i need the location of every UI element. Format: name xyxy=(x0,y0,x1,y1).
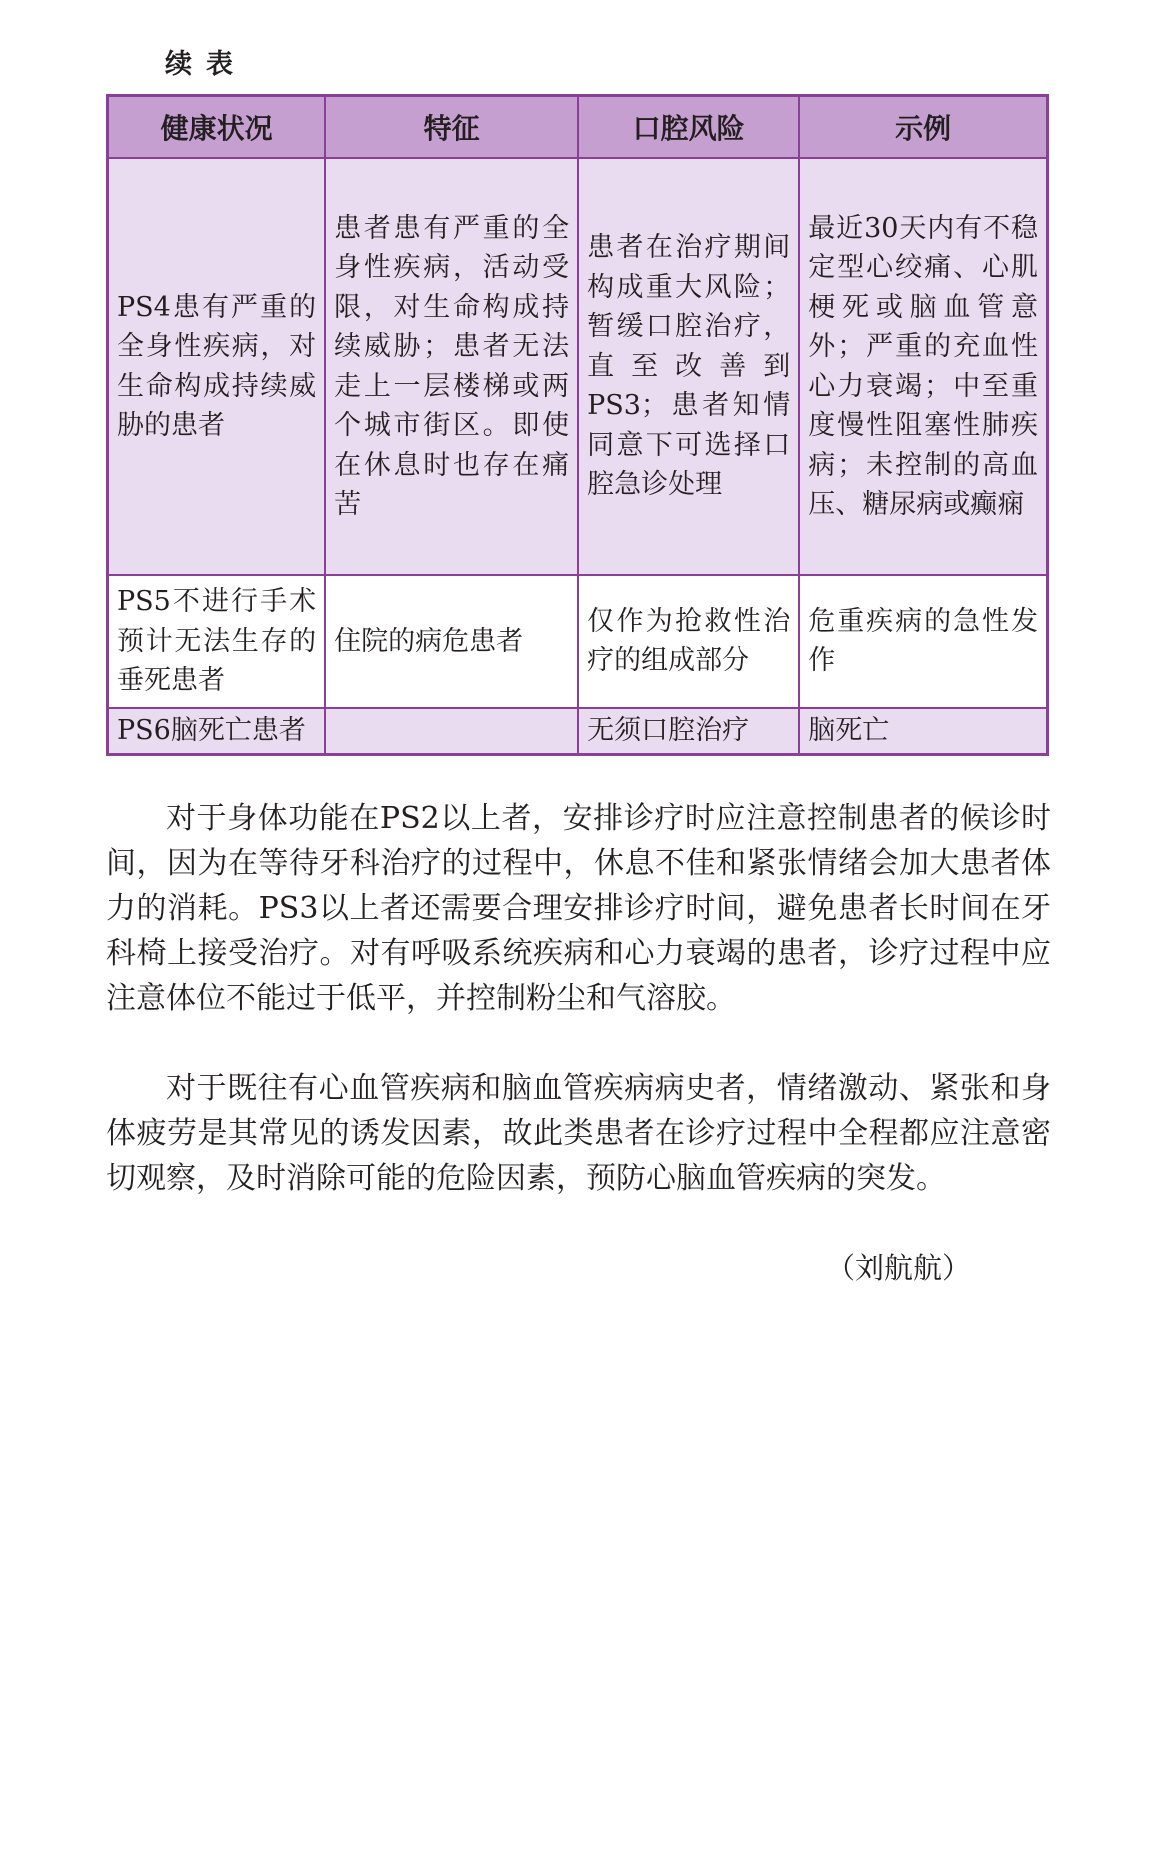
header-feature: 特征 xyxy=(325,96,578,159)
cell-feature xyxy=(325,708,578,755)
cell-risk: 患者在治疗期间构成重大风险；暂缓口腔治疗，直至改善到PS3；患者知情同意下可选择口腔急诊处理 xyxy=(578,158,799,575)
cell-status: PS5不进行手术预计无法生存的垂死患者 xyxy=(108,575,326,708)
header-oral-risk: 口腔风险 xyxy=(578,96,799,159)
author-credit: （刘航航） xyxy=(826,1251,972,1285)
table-row xyxy=(108,708,1048,755)
physical-status-table xyxy=(106,94,1049,756)
header-health-status: 健康状况 xyxy=(108,96,326,159)
cell-example: 脑死亡 xyxy=(799,708,1047,755)
cell-feature: 住院的病危患者 xyxy=(325,575,578,708)
table-header-row xyxy=(108,96,1048,159)
body-paragraph: 对于既往有心血管疾病和脑血管疾病病史者，情绪激动、紧张和身体疲劳是其常见的诱发因素，故此类患者在诊疗过程中全程都应注意密切观察，及时消除可能的危险因素，预防心脑血管疾病的突发。 xyxy=(106,1071,1051,1196)
cell-example: 危重疾病的急性发作 xyxy=(799,575,1047,708)
cell-feature: 患者患有严重的全身性疾病，活动受限，对生命构成持续威胁；患者无法走上一层楼梯或两个城市街区。即使在休息时也存在痛苦 xyxy=(325,158,578,575)
cell-example: 最近30天内有不稳定型心绞痛、心肌梗死或脑血管意外；严重的充血性心力衰竭；中至重度慢性阻塞性肺疾病；未控制的高血压、糖尿病或癫痫 xyxy=(799,158,1047,575)
header-example: 示例 xyxy=(799,96,1047,159)
table-row xyxy=(108,158,1048,575)
table-continued-label: 续表 xyxy=(165,49,247,80)
cell-risk: 无须口腔治疗 xyxy=(578,708,799,755)
table-row xyxy=(108,575,1048,708)
cell-status: PS4患有严重的全身性疾病，对生命构成持续威胁的患者 xyxy=(108,158,326,575)
cell-risk: 仅作为抢救性治疗的组成部分 xyxy=(578,575,799,708)
cell-status: PS6脑死亡患者 xyxy=(108,708,326,755)
body-paragraph: 对于身体功能在PS2以上者，安排诊疗时应注意控制患者的候诊时间，因为在等待牙科治疗的过程中，休息不佳和紧张情绪会加大患者体力的消耗。PS3以上者还需要合理安排诊疗时间，避免患者长时间在牙科椅上接受治疗。对有呼吸系统疾病和心力衰竭的患者，诊疗过程中应注意体位不能过于低平，并控制粉尘和气溶胶。 xyxy=(106,801,1051,1016)
